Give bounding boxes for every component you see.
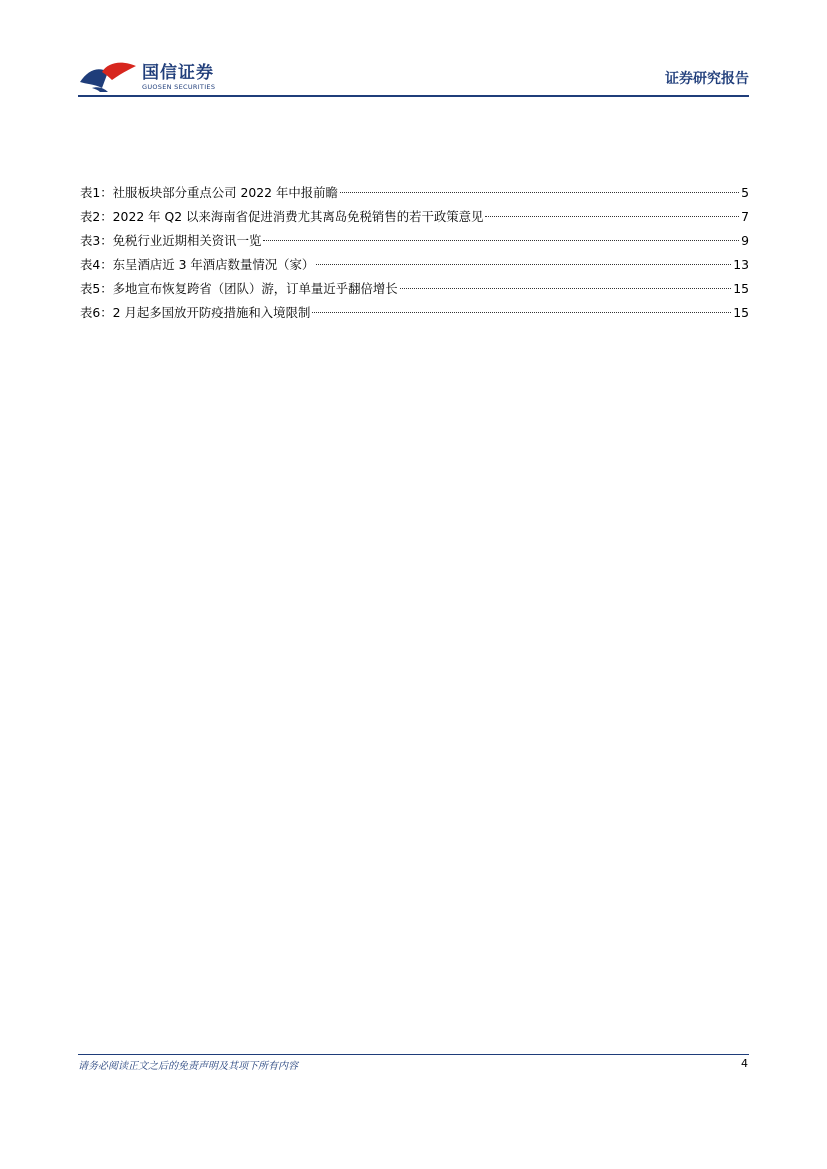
logo-chinese-name: 国信证券 (142, 63, 214, 83)
toc-leader-dots (263, 240, 739, 241)
toc-entry-label: 表6： (80, 305, 113, 320)
toc-entry-page: 7 (741, 209, 749, 224)
toc-entry-label: 表4： (80, 257, 113, 272)
page-number: 4 (741, 1057, 748, 1070)
toc-entry-label: 表2： (80, 209, 113, 224)
toc-entry-page: 15 (733, 305, 749, 320)
toc-leader-dots (312, 312, 731, 313)
toc-entry-title: 2 月起多国放开防疫措施和入境限制 (112, 305, 311, 320)
toc-entry-page: 15 (733, 281, 749, 296)
table-of-tables (80, 181, 749, 325)
toc-entry[interactable] (80, 277, 749, 301)
company-logo (78, 56, 228, 96)
toc-entry-page: 13 (733, 257, 749, 272)
logo-english-name: GUOSEN SECURITIES (142, 83, 216, 91)
header-divider (78, 95, 749, 97)
toc-entry-page: 5 (741, 185, 749, 200)
toc-entry[interactable] (80, 181, 749, 205)
toc-entry-label: 表5： (80, 281, 113, 296)
toc-leader-dots (485, 216, 739, 217)
guosen-logo-icon (78, 58, 138, 94)
toc-entry-label: 表1： (80, 185, 113, 200)
toc-leader-dots (400, 288, 732, 289)
toc-entry[interactable] (80, 301, 749, 325)
toc-entry[interactable] (80, 229, 749, 253)
toc-entry-title: 免税行业近期相关资讯一览 (112, 233, 262, 248)
footer-divider (78, 1054, 749, 1055)
page-header (78, 56, 749, 96)
footer-disclaimer: 请务必阅读正文之后的免责声明及其项下所有内容 (78, 1061, 298, 1072)
toc-leader-dots (340, 192, 739, 193)
toc-entry-page: 9 (741, 233, 749, 248)
toc-entry-label: 表3： (80, 233, 113, 248)
toc-entry[interactable] (80, 253, 749, 277)
toc-leader-dots (316, 264, 731, 265)
toc-entry-title: 东呈酒店近 3 年酒店数量情况（家） (112, 257, 315, 272)
toc-entry-title: 多地宣布恢复跨省（团队）游，订单量近乎翻倍增长 (112, 281, 398, 296)
toc-entry-title: 2022 年 Q2 以来海南省促进消费尤其离岛免税销售的若干政策意见 (112, 209, 484, 224)
toc-entry[interactable] (80, 205, 749, 229)
toc-entry-title: 社服板块部分重点公司 2022 年中报前瞻 (112, 185, 338, 200)
report-type-label: 证券研究报告 (665, 71, 749, 87)
